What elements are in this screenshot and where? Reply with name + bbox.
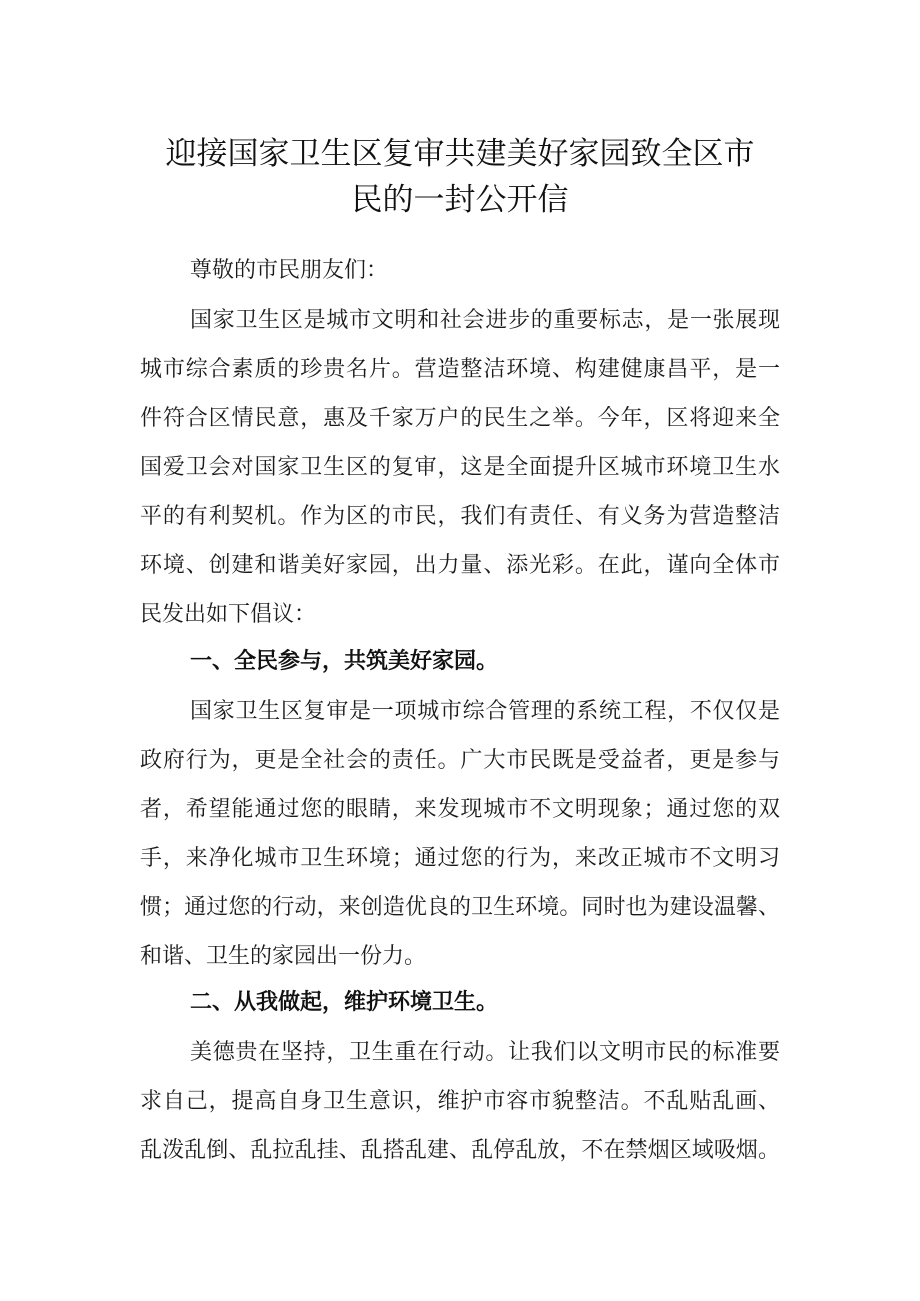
paragraph-2-line: 和谐、卫生的家园出一份力。 [140, 944, 427, 969]
document-title-line-2: 民的一封公开信 [351, 182, 569, 218]
paragraph-2-line: 惯；通过您的行动，来创造优良的卫生环境。同时也为建设温馨、 [140, 895, 780, 920]
section-heading-1: 一、全民参与，共筑美好家园。 [190, 649, 499, 674]
paragraph-2-line: 手，来净化城市卫生环境；通过您的行为，来改正城市不文明习 [140, 846, 780, 871]
paragraph-3-line: 乱泼乱倒、乱拉乱挂、乱搭乱建、乱停乱放，不在禁烟区域吸烟。 [140, 1138, 780, 1163]
paragraph-1-line: 环境、创建和谐美好家园，出力量、添光彩。在此，谨向全体市 [140, 553, 780, 578]
paragraph-1-line: 平的有利契机。作为区的市民，我们有责任、有义务为营造整洁 [140, 504, 780, 529]
paragraph-3-line: 求自己，提高自身卫生意识，维护市容市貌整洁。不乱贴乱画、 [140, 1089, 780, 1114]
paragraph-1-line: 城市综合素质的珍贵名片。营造整洁环境、构建健康昌平，是一 [140, 357, 780, 382]
document-title-line-1: 迎接国家卫生区复审共建美好家园致全区市 [165, 136, 755, 172]
paragraph-2-line: 国家卫生区复审是一项城市综合管理的系统工程，不仅仅是 [190, 699, 780, 724]
paragraph-1-line: 国家卫生区是城市文明和社会进步的重要标志，是一张展现 [190, 308, 780, 333]
paragraph-2-line: 者，希望能通过您的眼睛，来发现城市不文明现象；通过您的双 [140, 797, 780, 822]
paragraph-1-line: 件符合区情民意，惠及千家万户的民生之举。今年，区将迎来全 [140, 406, 780, 431]
paragraph-3-line: 美德贵在坚持，卫生重在行动。让我们以文明市民的标准要 [190, 1040, 780, 1065]
section-heading-2: 二、从我做起，维护环境卫生。 [190, 990, 499, 1015]
paragraph-2-line: 政府行为，更是全社会的责任。广大市民既是受益者，更是参与 [140, 748, 780, 773]
paragraph-1-line: 国爱卫会对国家卫生区的复审，这是全面提升区城市环境卫生水 [140, 455, 780, 480]
salutation: 尊敬的市民朋友们： [190, 258, 389, 283]
paragraph-1-line: 民发出如下倡议： [140, 602, 317, 627]
